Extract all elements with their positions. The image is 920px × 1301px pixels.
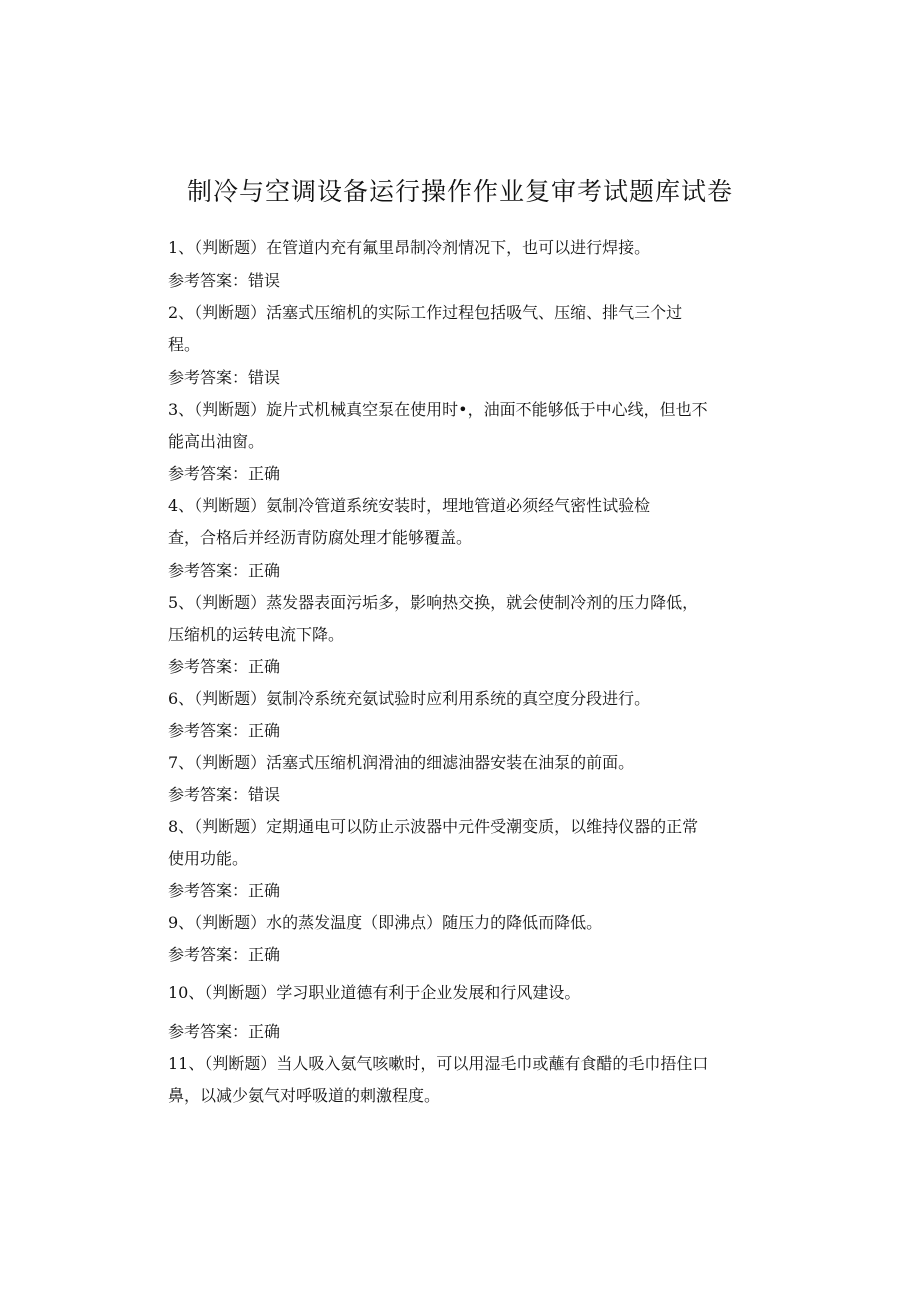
question-3-line-2: 能高出油窗。 (168, 432, 265, 451)
answer-2: 参考答案：错误 (168, 368, 281, 387)
question-11-line-2: 鼻，以减少氨气对呼吸道的刺激程度。 (168, 1086, 441, 1105)
question-10-line-1: 10、（判断题）学习职业道德有利于企业发展和行风建设。 (168, 983, 581, 1002)
question-9-line-1: 9、（判断题）水的蒸发温度（即沸点）随压力的降低而降低。 (168, 913, 603, 932)
answer-6: 参考答案：正确 (168, 721, 281, 740)
question-11-line-1: 11、（判断题）当人吸入氨气咳嗽时，可以用湿毛巾或蘸有食醋的毛巾捂住口 (168, 1054, 709, 1073)
answer-5: 参考答案：正确 (168, 657, 281, 676)
question-1-line-1: 1、（判断题）在管道内充有氟里昂制冷剂情况下，也可以进行焊接。 (168, 238, 651, 257)
question-8-line-2: 使用功能。 (168, 849, 249, 868)
answer-8: 参考答案：正确 (168, 881, 281, 900)
question-3-line-1: 3、（判断题）旋片式机械真空泵在使用时•，油面不能够低于中心线，但也不 (168, 400, 708, 419)
page-title: 制冷与空调设备运行操作作业复审考试题库试卷 (186, 177, 733, 206)
question-5-line-1: 5、（判断题）蒸发器表面污垢多，影响热交换，就会使制冷剂的压力降低， (168, 593, 699, 612)
answer-9: 参考答案：正确 (168, 945, 281, 964)
question-2-line-2: 程。 (168, 335, 201, 354)
question-6-line-1: 6、（判断题）氨制冷系统充氨试验时应利用系统的真空度分段进行。 (168, 689, 651, 708)
question-2-line-1: 2、（判断题）活塞式压缩机的实际工作过程包括吸气、压缩、排气三个过 (168, 303, 683, 322)
answer-1: 参考答案：错误 (168, 271, 281, 290)
answer-7: 参考答案：错误 (168, 785, 281, 804)
question-5-line-2: 压缩机的运转电流下降。 (168, 625, 345, 644)
answer-3: 参考答案：正确 (168, 464, 281, 483)
question-4-line-1: 4、（判断题）氨制冷管道系统安装时，埋地管道必须经气密性试验检 (168, 496, 651, 515)
question-8-line-1: 8、（判断题）定期通电可以防止示波器中元件受潮变质，以维持仪器的正常 (168, 817, 699, 836)
answer-10: 参考答案：正确 (168, 1022, 281, 1041)
question-4-line-2: 查，合格后并经沥青防腐处理才能够覆盖。 (168, 528, 473, 547)
question-7-line-1: 7、（判断题）活塞式压缩机润滑油的细滤油器安装在油泵的前面。 (168, 753, 635, 772)
answer-4: 参考答案：正确 (168, 561, 281, 580)
